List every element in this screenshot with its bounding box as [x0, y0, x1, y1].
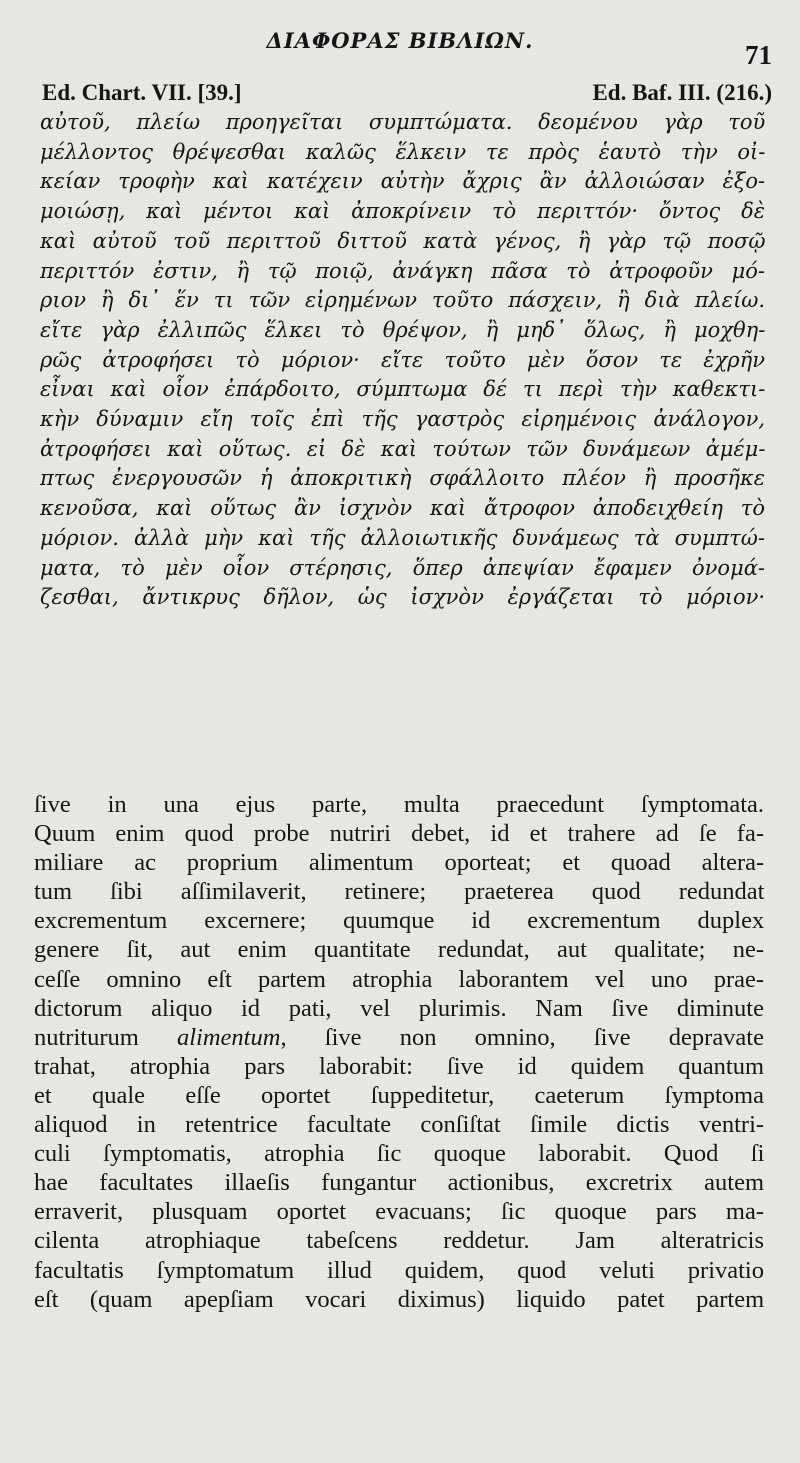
- latin-text-line: tum ſibi aſſimilaverit, retinere; praeterea quod redundat: [34, 878, 765, 906]
- greek-text-line: ἀτροφήσει καὶ οὕτως. εἰ δὲ καὶ τούτων τῶν δυνάμεων ἀμέμ-: [40, 436, 766, 461]
- greek-text-block: [40, 108, 765, 613]
- latin-text-line: excrementum excernere; quumque id excrementum duplex: [34, 907, 765, 935]
- edition-reference-line: [42, 80, 772, 110]
- greek-text-line: κὴν δύναμιν εἴη τοῖς ἐπὶ τῆς γαστρὸς εἰρημένοις ἀνάλογον,: [40, 407, 766, 432]
- greek-text-line: εἶναι καὶ οἷον ἐπάρδοιτο, σύμπτωμα δέ τι περὶ τὴν καθεκτι-: [40, 377, 766, 402]
- latin-text-line: facultatis ſymptomatum illud quidem, quod veluti privatio: [34, 1256, 764, 1284]
- latin-text-line: Quum enim quod probe nutriri debet, id et trahere ad ſe fa-: [34, 820, 764, 848]
- latin-text-segment: nutriturum: [34, 1023, 177, 1051]
- latin-text-line: dictorum aliquo id pati, vel plurimis. Nam ſive diminute: [34, 994, 764, 1022]
- greek-text-line: εἴτε γὰρ ἐλλιπῶς ἕλκει τὸ θρέψον, ἢ μηδ᾽ ὅλως, ἢ μοχθη-: [40, 317, 766, 342]
- latin-text-line: cilenta atrophiaque tabeſcens reddetur. Jam alteratricis: [34, 1227, 764, 1255]
- latin-text-line: [34, 1023, 764, 1052]
- greek-text-line: περιττόν ἐστιν, ἢ τῷ ποιῷ, ἀνάγκη πᾶσα τὸ ἀτροφοῦν μό-: [40, 258, 765, 283]
- greek-text-line: αὐτοῦ, πλείω προηγεῖται συμπτώματα. δεομένου γὰρ τοῦ: [40, 110, 766, 134]
- greek-text-line: μόριον. ἀλλὰ μὴν καὶ τῆς ἀλλοιωτικῆς δυνάμεως τὰ συμπτώ-: [40, 525, 765, 550]
- greek-text-line: πτως ἐνεργουσῶν ἡ ἀποκριτικὴ σφάλλοιτο πλέον ἢ προσῆκε: [40, 466, 765, 491]
- latin-text-line: ſive in una ejus parte, multa praecedunt ſymptomata.: [34, 791, 765, 818]
- latin-text-line: culi ſymptomatis, atrophia ſic quoque laborabit. Quod ſi: [34, 1140, 765, 1168]
- edition-reference-chartier: Ed. Chart. VII. [39.]: [42, 80, 242, 105]
- greek-text-line: κενοῦσα, καὶ οὕτως ἂν ἰσχνὸν καὶ ἄτροφον ἀποδειχθείη τὸ: [40, 496, 765, 521]
- latin-text-line: et quale eſſe oportet ſuppeditetur, caeterum ſymptoma: [34, 1081, 764, 1109]
- latin-text-line: hae facultates illaeſis fungantur actionibus, excretrix autem: [34, 1169, 764, 1197]
- latin-text-line: ceſſe omnino eſt partem atrophia laborantem vel uno prae-: [34, 965, 765, 993]
- edition-reference-basel: Ed. Baf. III. (216.): [592, 80, 772, 105]
- latin-text-line: trahat, atrophia pars laborabit: ſive id quidem quantum: [34, 1052, 764, 1080]
- greek-text-line: μέλλοντος θρέψεσθαι καλῶς ἕλκειν τε πρὸς ἑαυτὸ τὴν οἰ-: [40, 139, 766, 164]
- latin-translation-block: [34, 790, 764, 1314]
- latin-text-line: miliare ac proprium alimentum oporteat; et quoad altera-: [34, 849, 765, 877]
- running-title: ΔΙΑΦΟΡΑΣ ΒΙΒΛΙΩΝ.: [266, 28, 534, 53]
- latin-text-segment: , ſive non omnino, ſive depravate: [280, 1023, 764, 1051]
- greek-text-line: ζεσθαι, ἄντικρυς δῆλον, ὡς ἰσχνὸν ἐργάζεται τὸ μόριον·: [40, 585, 766, 610]
- greek-text-line: ματα, τὸ μὲν οἷον στέρησις, ὅπερ ἀπεψίαν ἔφαμεν ὀνομά-: [40, 555, 765, 580]
- greek-text-line: ριον ἢ δι᾽ ἕν τι τῶν εἰρημένων τοῦτο πάσχειν, ἢ διὰ πλείω.: [40, 288, 766, 313]
- greek-text-line: μοιώσῃ, καὶ μέντοι καὶ ἀποκρίνειν τὸ περιττόν· ὄντος δὲ: [40, 199, 765, 224]
- latin-text-line: eſt (quam apepſiam vocari diximus) liquido patet partem: [34, 1285, 765, 1313]
- greek-text-line: ρῶς ἀτροφήσει τὸ μόριον· εἴτε τοῦτο μὲν ὅσον τε ἐχρῆν: [40, 347, 765, 372]
- greek-text-line: καὶ αὐτοῦ τοῦ περιττοῦ διττοῦ κατὰ γένος, ἢ γὰρ τῷ ποσῷ: [40, 228, 766, 253]
- latin-text-line: erraverit, plusquam oportet evacuans; ſic quoque pars ma-: [34, 1198, 764, 1226]
- latin-text-line: genere ſit, aut enim quantitate redundat, aut qualitate; ne-: [34, 936, 764, 964]
- latin-text-line: aliquod in retentrice facultate conſiſtat ſimile dictis ventri-: [34, 1111, 765, 1139]
- greek-text-line: κείαν τροφὴν καὶ κατέχειν αὐτὴν ἄχρις ἂν ἀλλοιώσαν ἐξο-: [40, 169, 766, 194]
- latin-italic-word: alimentum: [177, 1023, 281, 1051]
- page-number: 71: [745, 40, 772, 70]
